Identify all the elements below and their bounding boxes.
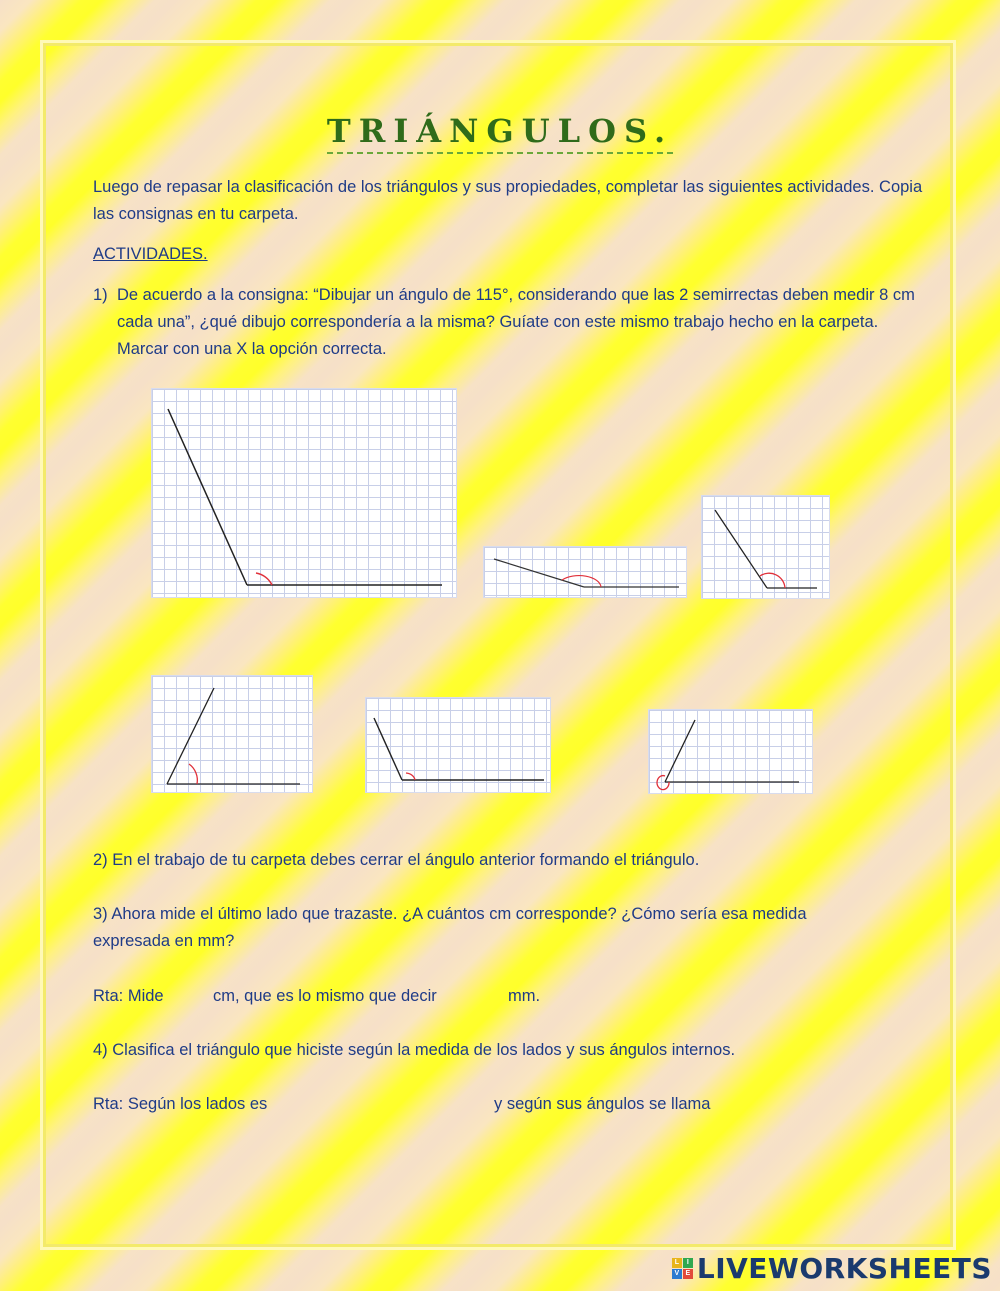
angle-option-4[interactable] — [151, 675, 313, 793]
ray-3a — [715, 510, 767, 588]
answer-4-label-a: Rta: Según los lados es — [93, 1095, 268, 1113]
liveworksheets-logo — [672, 1252, 992, 1285]
intro-text: Luego de repasar la clasificación de los triángulos y sus propiedades, completar las siguientes actividades. Copia las consignas en tu carpeta. — [93, 178, 923, 223]
activity-4: 4) Clasifica el triángulo que hiciste según la medida de los lados y sus ángulos internos. — [93, 1041, 736, 1059]
angle-arc-1 — [256, 573, 272, 585]
angle-option-3[interactable] — [701, 495, 830, 599]
activity-2: 2) En el trabajo de tu carpeta debes cerrar el ángulo anterior formando el triángulo. — [93, 851, 700, 869]
ray-6a — [665, 720, 695, 782]
activity-1-text: De acuerdo a la consigna: “Dibujar un ángulo de 115°, considerando que las 2 semirrectas deben medir 8 cm cada una”, ¿qué dibujo correspondería a la misma? Guíate con este mismo trabajo hecho en la carpeta. Marcar con una X la opción correcta. — [117, 286, 915, 358]
angle-arc-3 — [760, 573, 785, 588]
activity-3: 3) Ahora mide el último lado que trazaste. ¿A cuántos cm corresponde? ¿Cómo sería esa medida expresada en mm? — [93, 905, 807, 950]
logo-mark-icon: L I V E — [672, 1258, 693, 1279]
angle-arc-4 — [189, 764, 197, 784]
ray-5a — [374, 718, 402, 780]
angle-drawing-1 — [152, 389, 456, 597]
angle-option-1[interactable] — [151, 388, 457, 598]
ray-1a — [168, 409, 247, 585]
answer-3-label-a: Rta: Mide — [93, 987, 164, 1005]
angle-drawing-5 — [366, 698, 550, 792]
angle-option-6[interactable] — [648, 709, 813, 794]
angle-arc-5 — [406, 773, 415, 780]
page-title: TRIÁNGULOS. — [0, 112, 1000, 150]
angle-option-5[interactable] — [365, 697, 551, 793]
answer-4-label-b: y según sus ángulos se llama — [494, 1095, 711, 1113]
activity-1-number: 1) — [93, 286, 108, 304]
angle-option-2[interactable] — [483, 546, 687, 598]
angle-drawing-2 — [484, 547, 686, 597]
answer-3-label-b: cm, que es lo mismo que decir — [213, 987, 437, 1005]
activities-heading: ACTIVIDADES. — [93, 245, 208, 263]
ray-4a — [167, 688, 214, 784]
logo-text: LIVEWORKSHEETS — [696, 1252, 992, 1285]
angle-arc-2 — [562, 576, 601, 587]
ray-2a — [494, 559, 584, 587]
activity-1 — [93, 282, 918, 363]
answer-3-label-c: mm. — [508, 987, 541, 1005]
angle-drawing-3 — [702, 496, 829, 598]
angle-drawing-4 — [152, 676, 312, 792]
angle-drawing-6 — [649, 710, 812, 793]
